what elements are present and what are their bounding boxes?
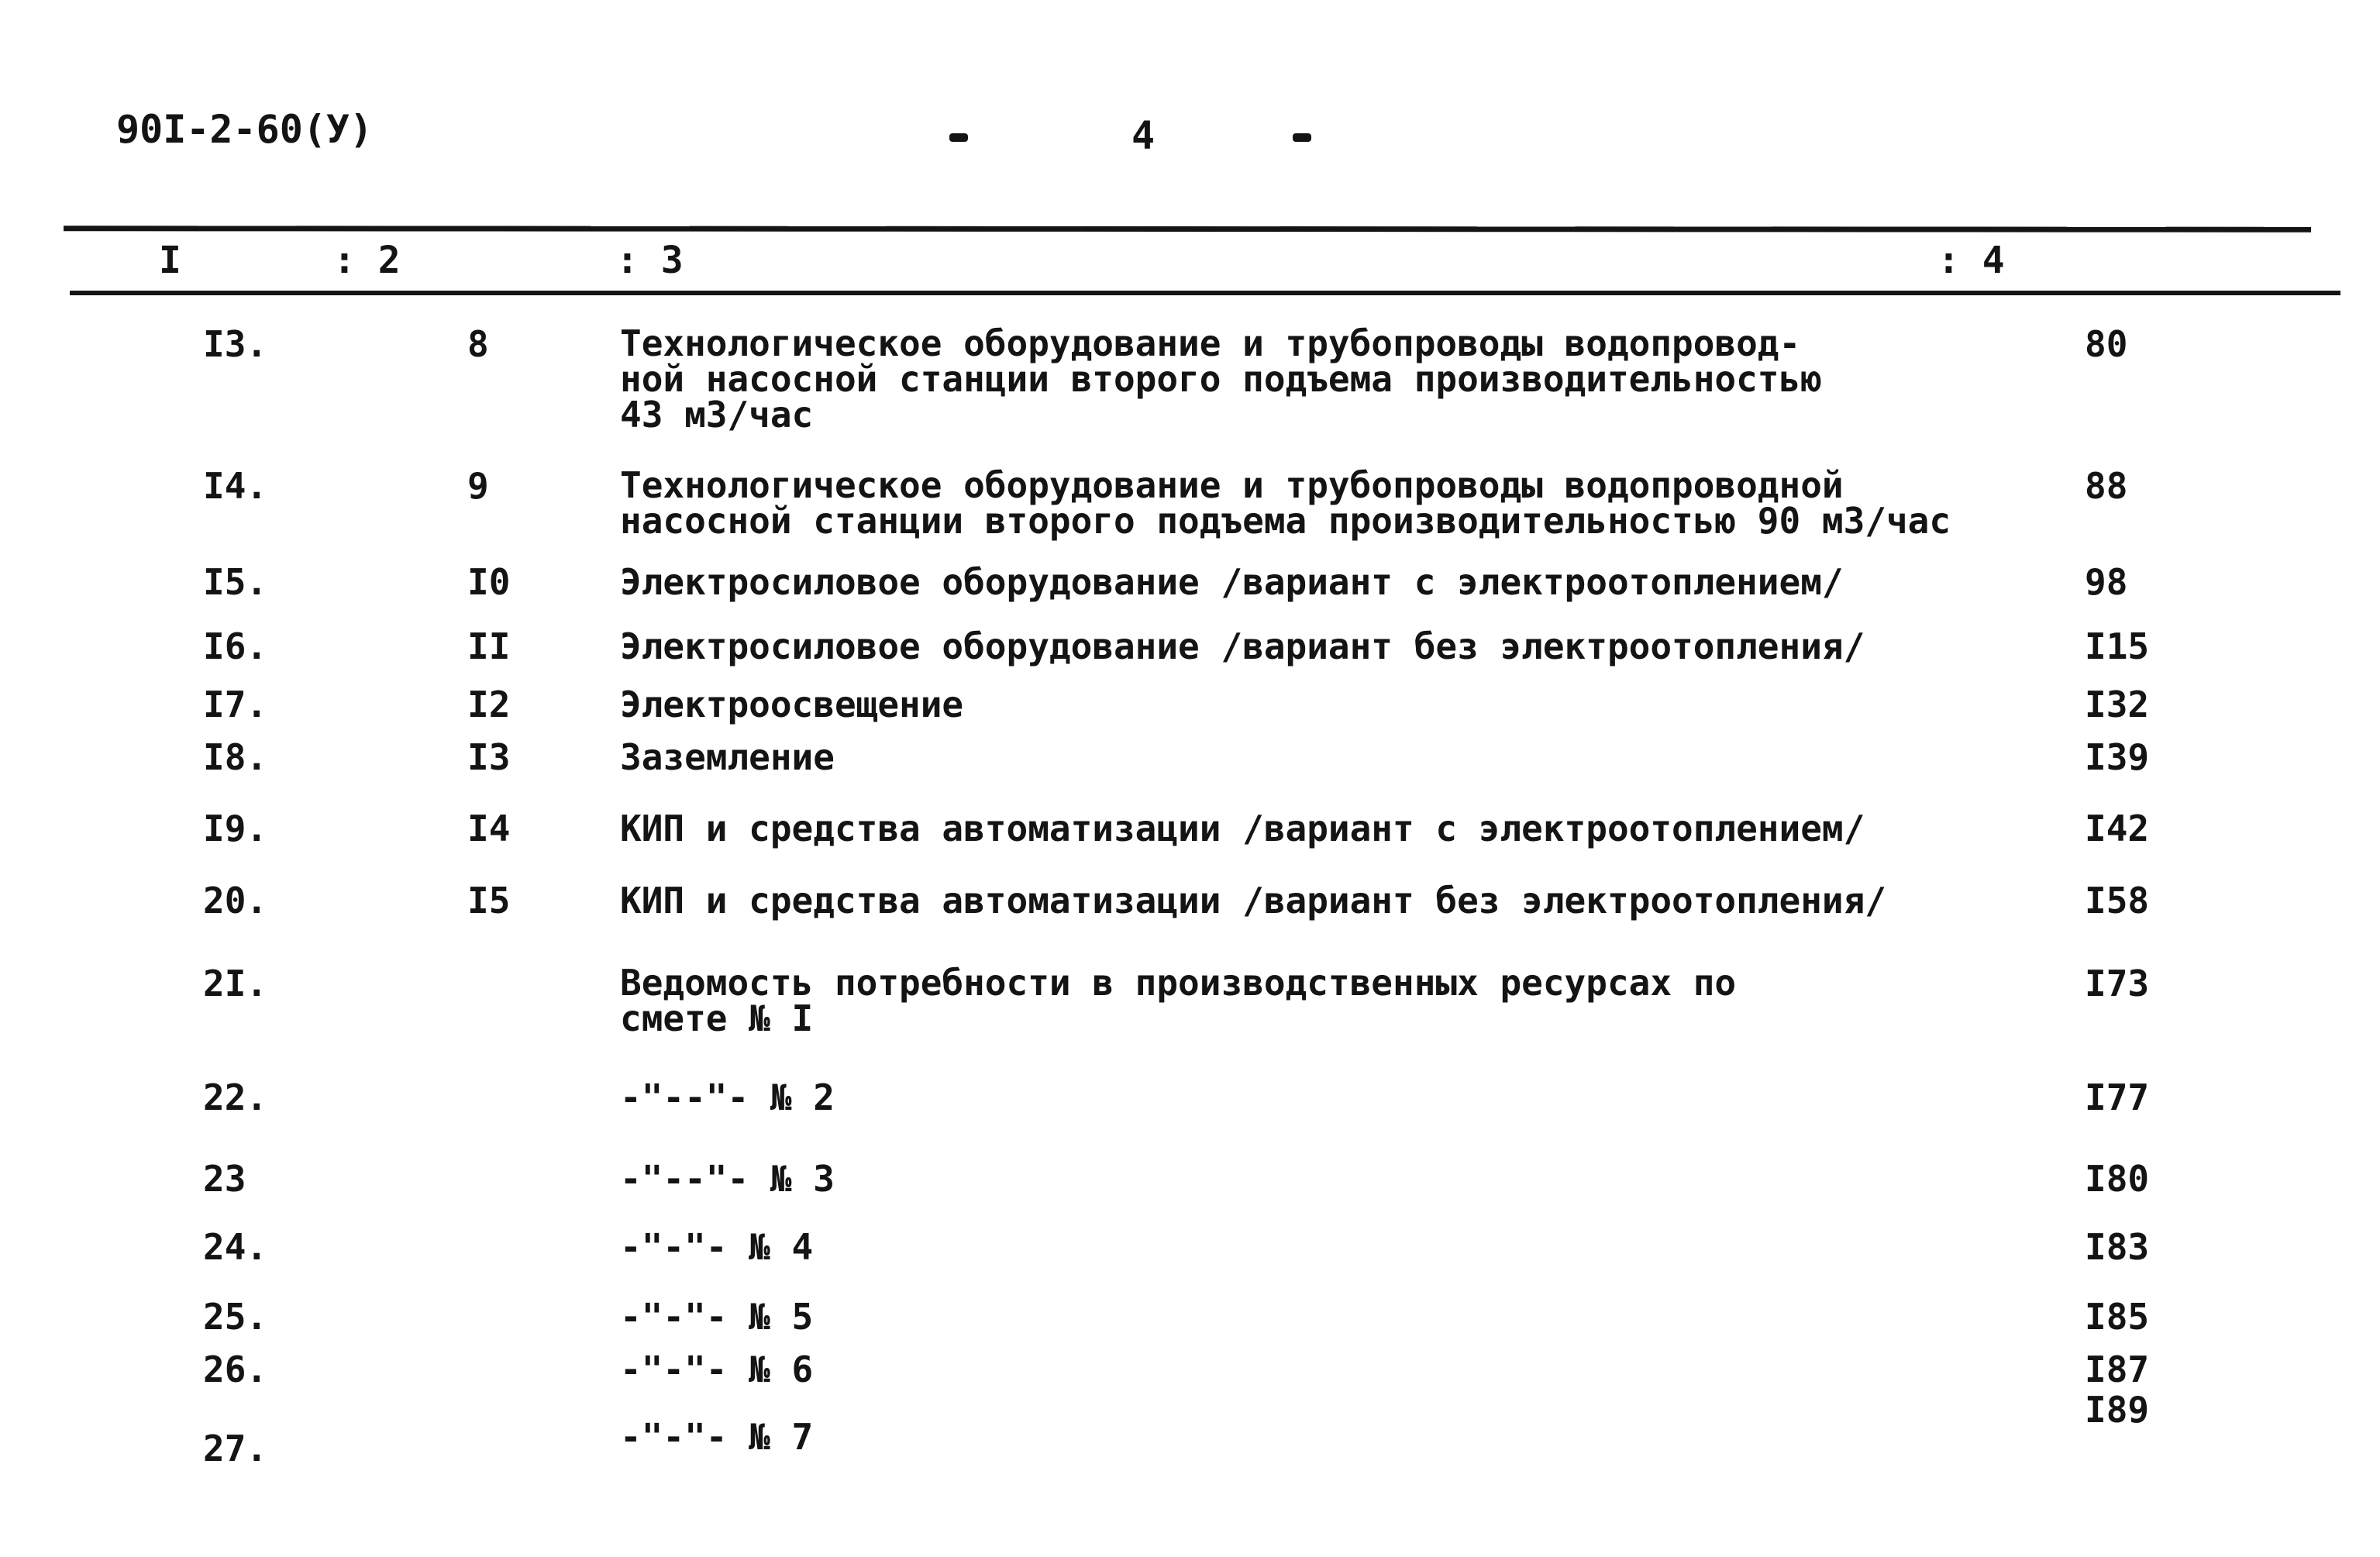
row-title	[620, 1158, 835, 1200]
column-header-1: I	[159, 239, 181, 282]
row-title-line: Технологическое оборудование и трубопроводы водопровод-	[620, 322, 1801, 364]
row-title	[620, 563, 1844, 601]
sheet-number: I3	[467, 736, 511, 778]
row-number: I7.	[203, 684, 268, 725]
row-number: I4.	[203, 465, 268, 507]
page-ref: 98	[2085, 561, 2128, 603]
header-dash-right	[1293, 133, 1311, 142]
row-title	[620, 1351, 813, 1388]
row-number: I9.	[203, 808, 268, 849]
row-number: 24.	[203, 1226, 268, 1268]
page-ref: I80	[2085, 1158, 2150, 1200]
row-number: 25.	[203, 1296, 268, 1338]
row-title-line: Технологическое оборудование и трубопроводы водопроводной	[620, 464, 1844, 506]
page-ref: I85	[2085, 1296, 2150, 1338]
page-ref: I32	[2085, 684, 2150, 725]
page-ref: I87	[2085, 1349, 2150, 1390]
row-title-line: -"-"- № 6	[620, 1349, 814, 1390]
row-title	[620, 962, 1737, 1039]
page-number: 4	[1131, 113, 1156, 158]
table-top-rule	[64, 226, 2311, 233]
row-title-line: -"--"- № 3	[620, 1158, 835, 1200]
column-header-4: : 4	[1937, 239, 2005, 282]
sheet-number: 8	[467, 323, 489, 365]
document-code: 90I-2-60(У)	[116, 107, 374, 152]
row-number: 27.	[203, 1428, 268, 1469]
row-number: 23	[203, 1158, 246, 1200]
sheet-number: I4	[467, 808, 511, 849]
row-title-line: КИП и средства автоматизации /вариант без электроотопления/	[620, 880, 1886, 921]
row-title	[620, 882, 1886, 919]
sheet-number: I0	[467, 561, 511, 603]
row-number: I5.	[203, 561, 268, 603]
row-title-line: КИП и средства автоматизации /вариант с электроотоплением/	[620, 808, 1865, 849]
page-ref: I58	[2085, 880, 2150, 921]
page-ref: 80	[2085, 323, 2128, 365]
row-title-line: -"-"- № 5	[620, 1296, 814, 1338]
table-header-rule	[70, 291, 2340, 295]
row-title-line: Электросиловое оборудование /вариант без электроотопления/	[620, 625, 1865, 667]
row-title-line: смете № I	[620, 997, 814, 1039]
row-title	[620, 464, 1951, 542]
row-title	[620, 625, 1865, 667]
page-ref: I89	[2085, 1389, 2150, 1431]
header-dash-left	[949, 133, 968, 142]
row-number: I6.	[203, 625, 268, 667]
row-number: 26.	[203, 1349, 268, 1390]
column-header-2: : 2	[333, 239, 401, 282]
row-title-line: ной насосной станции второго подъема производительностью	[620, 358, 1822, 400]
row-number: 22.	[203, 1076, 268, 1118]
row-title	[620, 322, 1822, 436]
row-title-line: Электросиловое оборудование /вариант с электроотоплением/	[620, 561, 1844, 603]
sheet-number: I2	[467, 684, 511, 725]
sheet-number: I5	[467, 880, 511, 921]
sheet-number: II	[467, 625, 511, 667]
sheet-number: 9	[467, 465, 489, 507]
row-title	[620, 736, 835, 778]
page-ref: I83	[2085, 1226, 2150, 1268]
row-number: I8.	[203, 736, 268, 778]
row-title-line: 43 м3/час	[620, 394, 814, 436]
row-title	[620, 686, 963, 723]
row-title-line: Электроосвещение	[620, 684, 964, 725]
row-title-line: Заземление	[620, 736, 835, 778]
row-number: I3.	[203, 323, 268, 365]
row-title-line: -"-"- № 4	[620, 1226, 814, 1268]
row-number: 20.	[203, 880, 268, 921]
page-ref: I77	[2085, 1076, 2150, 1118]
page-ref: I73	[2085, 963, 2150, 1004]
page-ref: 88	[2085, 465, 2128, 507]
row-title	[620, 1296, 814, 1338]
page-ref: I15	[2085, 625, 2150, 667]
page-ref: I42	[2085, 808, 2150, 849]
row-title-line: Ведомость потребности в производственных ресурсах по	[620, 962, 1737, 1004]
row-title	[620, 810, 1865, 847]
row-title	[620, 1076, 835, 1118]
row-number: 2I.	[203, 963, 268, 1004]
column-header-3: : 3	[616, 239, 684, 282]
page-ref: I39	[2085, 736, 2150, 778]
row-title-line: насосной станции второго подъема производительностью 90 м3/час	[620, 500, 1951, 542]
row-title-line: -"--"- № 2	[620, 1076, 835, 1118]
row-title	[620, 1228, 813, 1266]
row-title	[620, 1416, 814, 1458]
row-title-line: -"-"- № 7	[620, 1416, 814, 1458]
